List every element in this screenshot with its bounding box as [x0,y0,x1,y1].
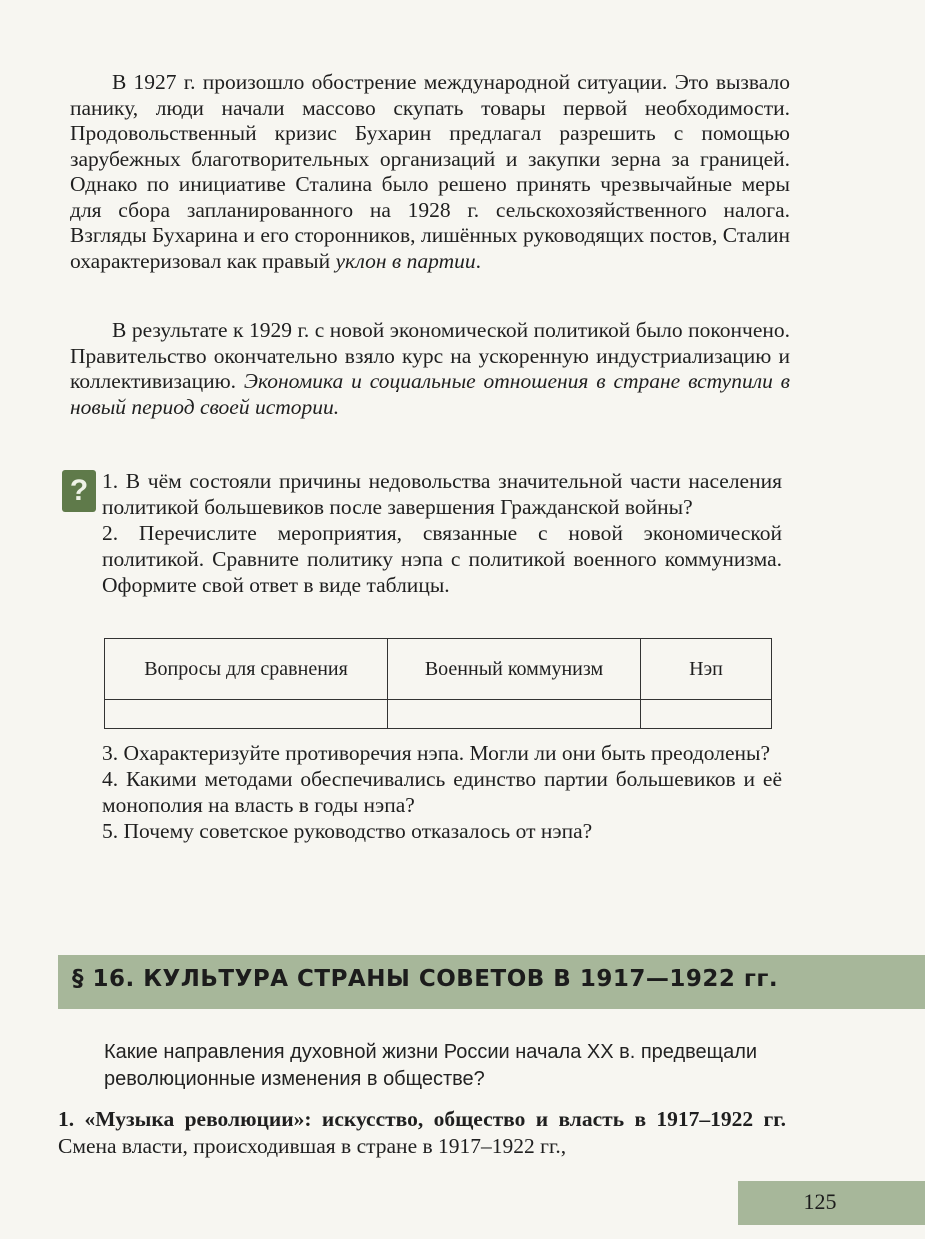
paragraph-1-text: В 1927 г. произошло обострение международной ситуации. Это вызвало панику, люди начали массово скупать товары первой необходимости. Продовольственный кризис Бухарин предлагал разрешить с помощью зарубежных благотворительных организаций и закупки зерна за границей. Однако по инициативе Сталина было решено принять чрезвычайные меры для сбора запланированного на 1928 г. сельскохозяйственного налога. Взгляды Бухарина и его сторонников, лишённых руководящих постов, Сталин охарактеризовал как правый [70,70,790,273]
question-5: 5. Почему советское руководство отказалось от нэпа? [102,819,593,843]
paragraph-1 [70,70,790,274]
section-intro-question: Какие направления духовной жизни России начала XX в. предвещали революционные изменения в обществе? [104,1041,758,1090]
question-1: 1. В чём состояли причины недовольства значительной части населения политикой большевиков после завершения Гражданской войны? [102,469,782,519]
table-cell [641,700,772,729]
subsection-1 [58,1106,786,1160]
comparison-table [104,638,772,729]
table-header-cell: Вопросы для сравнения [105,639,388,700]
subsection-heading: 1. «Музыка революции»: искусство, общество и власть в 1917–1922 гг. [58,1107,786,1131]
table-header-cell: Нэп [641,639,772,700]
question-4: 4. Какими методами обеспечивались единство партии большевиков и её монополия на власть в годы нэпа? [102,767,782,817]
table-row [105,700,772,729]
question-2: 2. Перечислите мероприятия, связанные с новой экономической политикой. Сравните политику нэпа с политикой военного коммунизма. Оформите свой ответ в виде таблицы. [102,521,782,597]
table-cell [105,700,388,729]
paragraph-2-text: В результате к 1929 г. с новой экономической политикой было покончено. Правительство окончательно взяло курс на ускоренную индустриализацию и коллективизацию. [70,318,790,393]
review-questions-continued [102,740,782,844]
subsection-text: Смена власти, происходившая в стране в 1917–1922 гг., [58,1134,567,1158]
review-questions [102,468,782,598]
table-header-cell: Военный коммунизм [388,639,641,700]
table-cell [388,700,641,729]
paragraph-2 [70,318,790,420]
section-title: § 16. КУЛЬТУРА СТРАНЫ СОВЕТОВ В 1917—1922 гг. [72,966,779,992]
table-header-row [105,639,772,700]
question-3: 3. Охарактеризуйте противоречия нэпа. Могли ли они быть преодолены? [102,741,771,765]
question-icon: ? [62,470,96,512]
page-number: 125 [803,1189,837,1214]
paragraph-1-end: . [475,248,482,273]
paragraph-2-italic: Экономика и социальные отношения в стране вступили в новый период своей истории. [70,369,790,419]
paragraph-1-italic: уклон в партии [335,248,476,273]
